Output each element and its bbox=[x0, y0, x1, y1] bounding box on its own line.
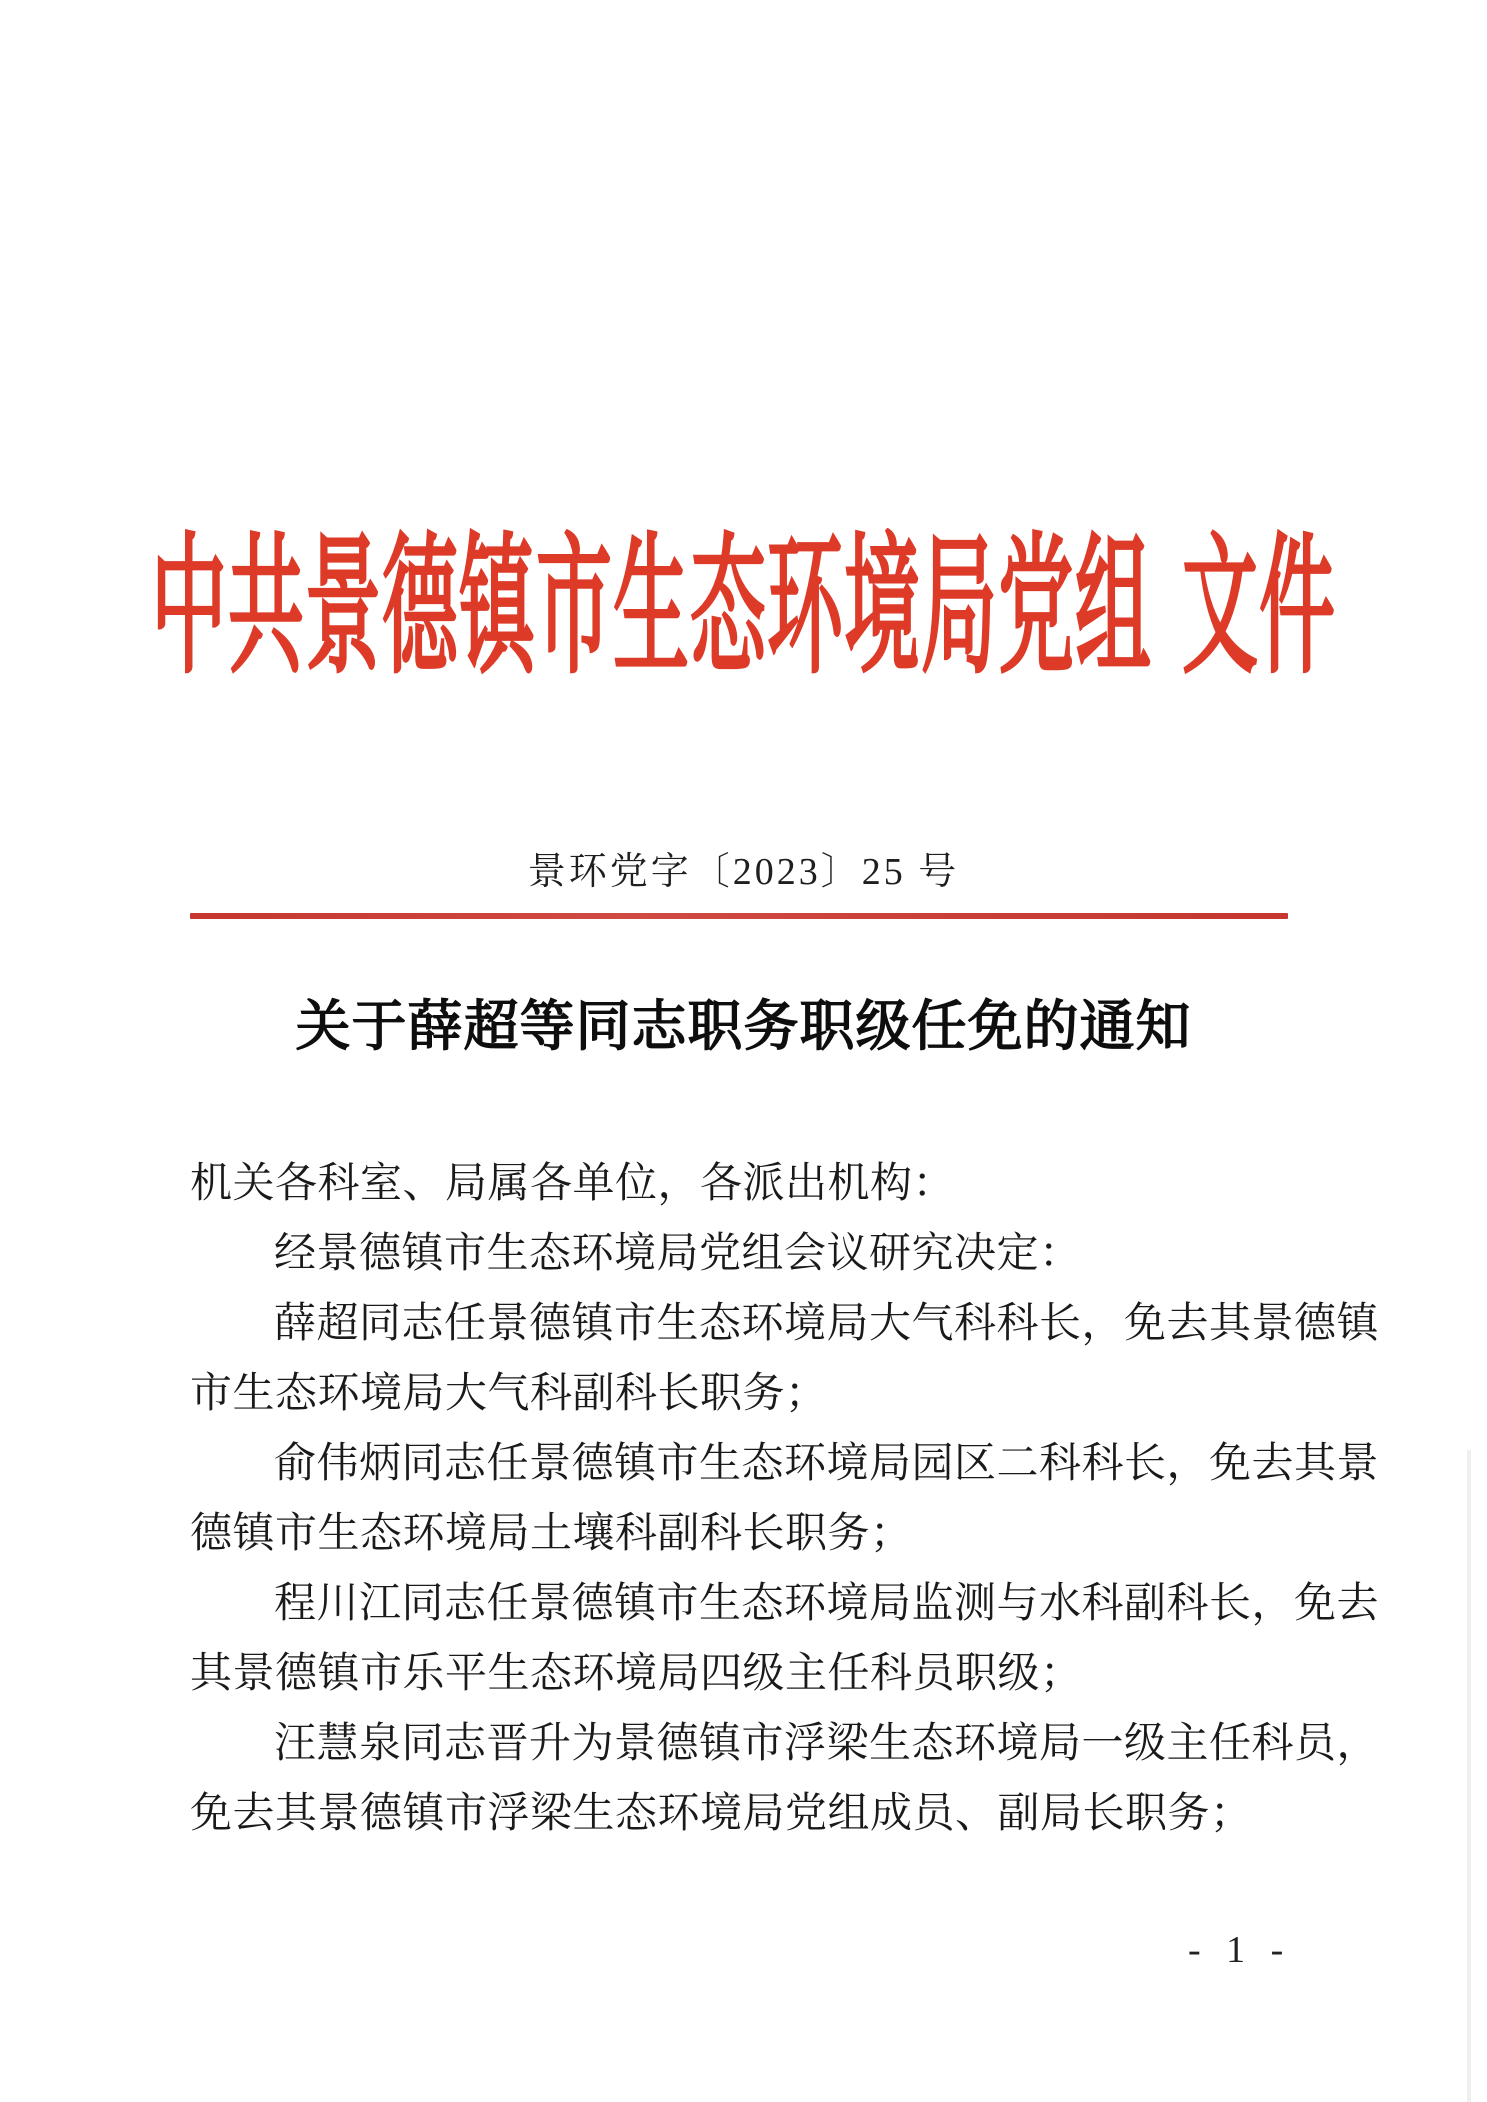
body-line: 汪慧泉同志晋升为景德镇市浮梁生态环境局一级主任科员， bbox=[274, 1721, 1380, 1767]
page-number: - 1 - bbox=[1188, 1929, 1292, 1971]
body-line: 免去其景德镇市浮梁生态环境局党组成员、副局长职务； bbox=[190, 1791, 1253, 1837]
document-title: 关于薛超等同志职务职级任免的通知 bbox=[295, 996, 1192, 1057]
letterhead-doc-type: 文件 bbox=[1182, 525, 1336, 693]
body-line: 德镇市生态环境局土壤科副科长职务； bbox=[190, 1511, 913, 1557]
letterhead-org: 中共景德镇市生态环境局党组 bbox=[151, 525, 1152, 693]
letterhead-text bbox=[151, 525, 1336, 693]
body-line: 薛超同志任景德镇市生态环境局大气科科长，免去其景德镇 bbox=[274, 1301, 1380, 1347]
body-line: 市生态环境局大气科副科长职务； bbox=[190, 1371, 828, 1417]
scan-edge-artifact bbox=[1467, 1450, 1471, 2102]
red-letterhead bbox=[0, 525, 1487, 703]
document-number: 景环党字〔2023〕25 号 bbox=[527, 851, 960, 893]
body-line: 其景德镇市乐平生态环境局四级主任科员职级； bbox=[190, 1651, 1083, 1697]
body-line: 经景德镇市生态环境局党组会议研究决定： bbox=[274, 1231, 1082, 1277]
body-line: 程川江同志任景德镇市生态环境局监测与水科副科长，免去 bbox=[274, 1581, 1380, 1627]
red-divider-rule bbox=[190, 913, 1288, 919]
document-body bbox=[190, 1149, 1380, 1849]
body-line: 机关各科室、局属各单位，各派出机构： bbox=[190, 1161, 956, 1207]
body-line: 俞伟炳同志任景德镇市生态环境局园区二科科长，免去其景 bbox=[274, 1441, 1380, 1487]
